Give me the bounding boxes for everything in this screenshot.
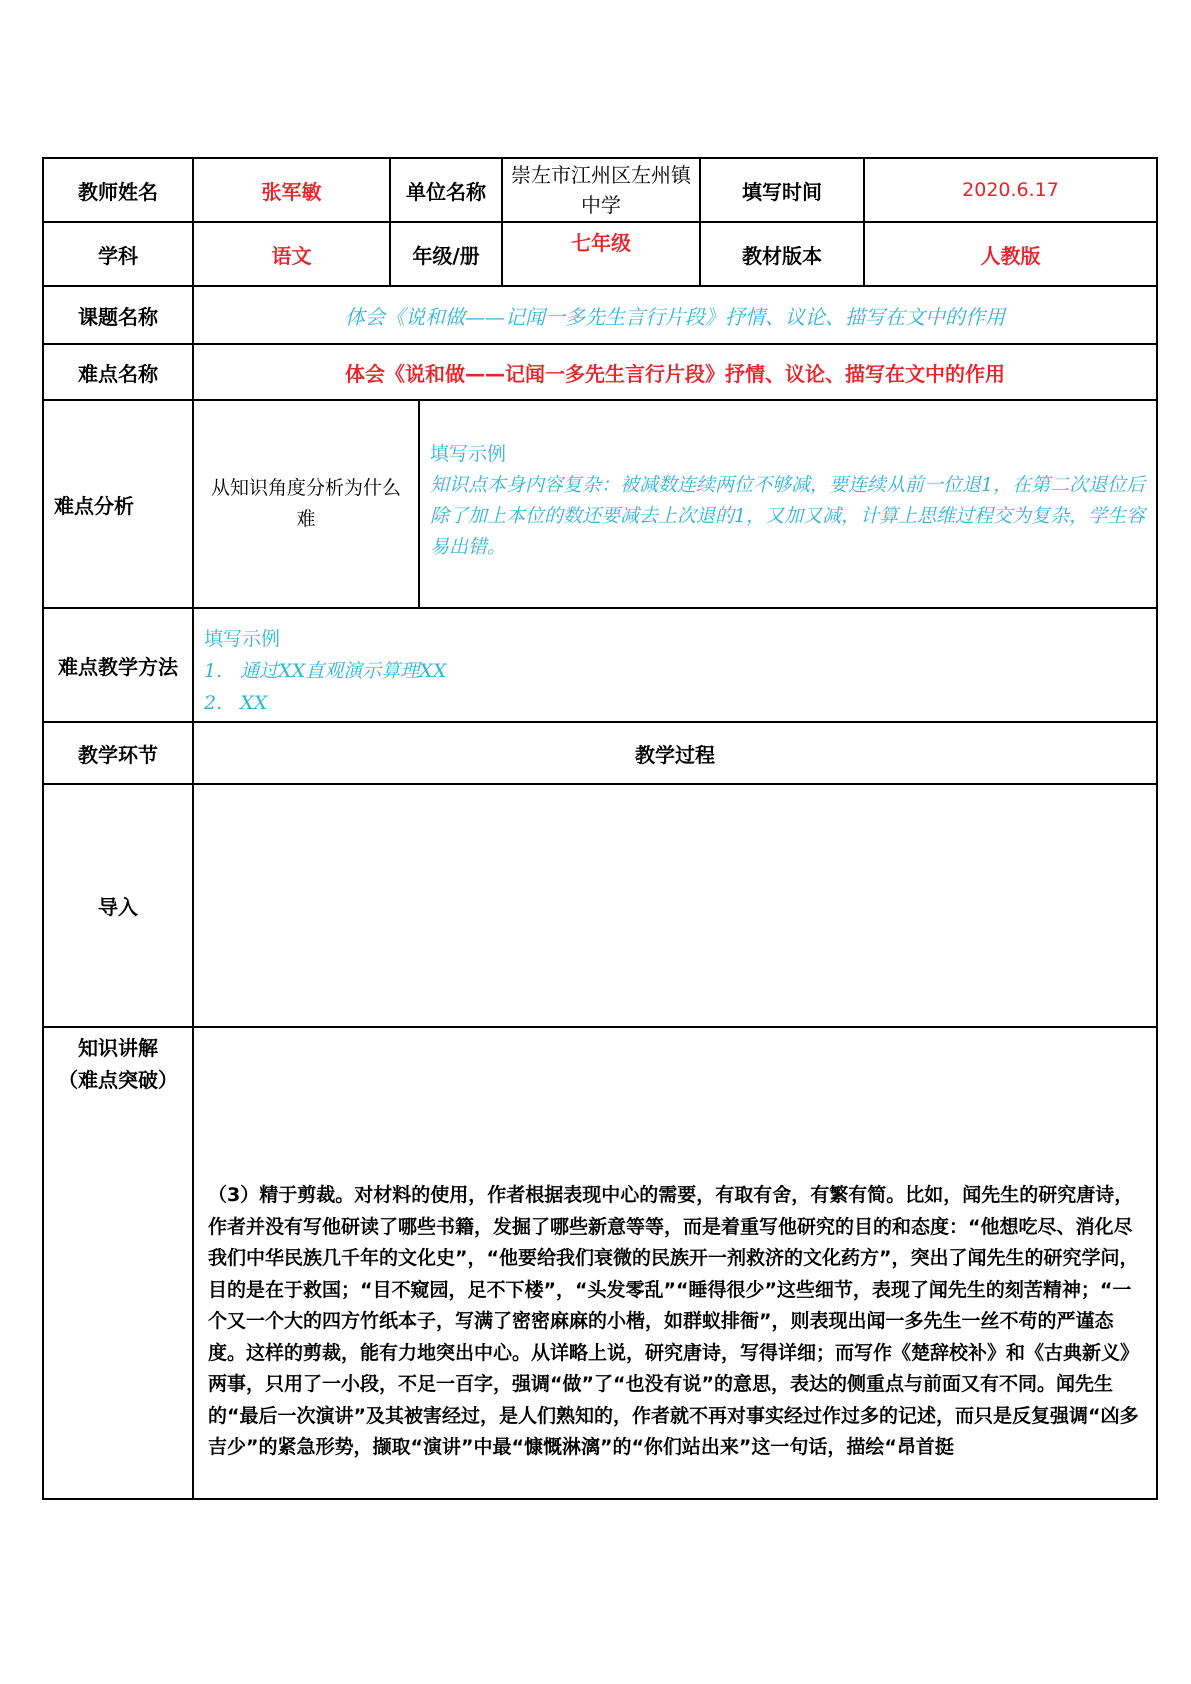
method-item: 2. XX (204, 692, 268, 714)
knowledge-label-line2: （难点突破） (58, 1068, 178, 1092)
stage-label: 教学环节 (43, 722, 193, 784)
knowledge-label-line1: 知识讲解 (78, 1036, 158, 1060)
knowledge-label-cell (43, 1027, 193, 1499)
process-header-row (43, 722, 1157, 784)
unit-label: 单位名称 (390, 158, 502, 222)
topic-row (43, 286, 1157, 344)
difficulty-row (43, 344, 1157, 400)
subject-value: 语文 (193, 222, 390, 286)
method-example-title: 填写示例 (204, 628, 281, 650)
knowledge-content-cell (193, 1027, 1157, 1499)
analysis-example-title: 填写示例 (430, 443, 507, 465)
teacher-label: 教师姓名 (43, 158, 193, 222)
edition-value: 人教版 (864, 222, 1157, 286)
intro-row (43, 784, 1157, 1027)
analysis-content-cell (193, 400, 1157, 608)
date-value: 2020.6.17 (864, 158, 1157, 222)
intro-label: 导入 (43, 784, 193, 1027)
edition-label: 教材版本 (700, 222, 864, 286)
subject-label: 学科 (43, 222, 193, 286)
teacher-value: 张军敏 (193, 158, 390, 222)
analysis-row (43, 400, 1157, 608)
method-list (204, 655, 1146, 719)
unit-value: 崇左市江州区左州镇中学 (502, 158, 700, 222)
method-item: 1. 通过XX直观演示算理XX (204, 660, 447, 682)
lesson-plan-sheet (42, 157, 1156, 1500)
process-label: 教学过程 (193, 722, 1157, 784)
analysis-sub-label: 从知识角度分析为什么难 (194, 401, 419, 607)
analysis-label: 难点分析 (43, 400, 193, 608)
grade-value: 七年级 (502, 222, 700, 286)
info-row-1 (43, 158, 1157, 222)
grade-label: 年级/册 (390, 222, 502, 286)
analysis-example-cell (419, 401, 1156, 607)
knowledge-paragraph: （3）精于剪裁。对材料的使用，作者根据表现中心的需要，有取有舍，有繁有简。比如，闻先生的研究唐诗，作者并没有写他研读了哪些书籍，发掘了哪些新意等等，而是着重写他研究的目的和态度：“他想吃尽、消化尽我们中华民族几千年的文化史”，“他要给我们衰微的民族开一剂救济的文化药方”，突出了闻先生的研究学问，目的是在于救国；“目不窥园，足不下楼”，“头发零乱”“睡得很少”这些细节，表现了闻先生的刻苦精神；“一个又一个大的四方竹纸本子，写满了密密麻麻的小楷，如群蚁排衙”，则表现出闻一多先生一丝不苟的严谨态度。这样的剪裁，能有力地突出中心。从详略上说，研究唐诗，写得详细；而写作《楚辞校补》和《古典新义》两事，只用了一小段，不足一百字，强调“做”了“也没有说”的意思，表达的侧重点与前面又有不同。闻先生的“最后一次演讲”及其被害经过，是人们熟知的，作者就不再对事实经过作过多的记述，而只是反复强调“凶多吉少”的紧急形势，撷取“演讲”中最“慷慨淋漓”的“你们站出来”这一句话，描绘“昂首挺 (208, 1184, 1140, 1458)
intro-content-cell (193, 784, 1157, 1027)
method-label: 难点教学方法 (43, 608, 193, 722)
lesson-plan-table (42, 157, 1158, 1500)
knowledge-row (43, 1027, 1157, 1499)
topic-value: 体会《说和做——记闻一多先生言行片段》抒情、议论、描写在文中的作用 (193, 286, 1157, 344)
date-label: 填写时间 (700, 158, 864, 222)
method-row (43, 608, 1157, 722)
difficulty-label: 难点名称 (43, 344, 193, 400)
info-row-2 (43, 222, 1157, 286)
difficulty-value: 体会《说和做——记闻一多先生言行片段》抒情、议论、描写在文中的作用 (193, 344, 1157, 400)
analysis-example-text: 知识点本身内容复杂：被减数连续两位不够减，要连续从前一位退1，在第二次退位后除了加上本位的数还要减去上次退的1，又加又减，计算上思维过程交为复杂，学生容易出错。 (430, 474, 1146, 558)
analysis-inner-table (194, 401, 1156, 607)
method-content-cell (193, 608, 1157, 722)
topic-label: 课题名称 (43, 286, 193, 344)
